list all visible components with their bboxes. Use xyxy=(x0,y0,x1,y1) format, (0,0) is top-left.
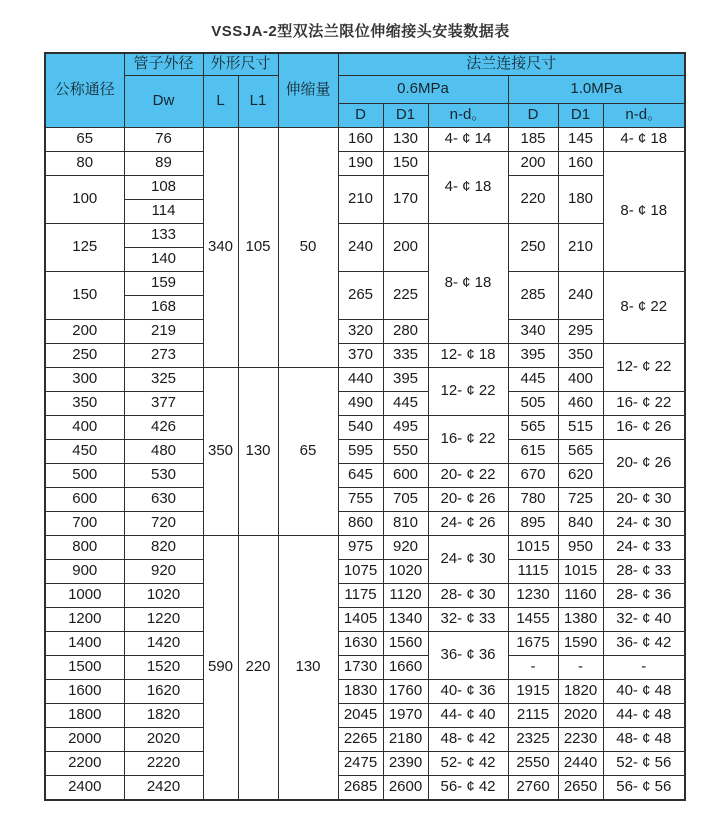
table-cell: - xyxy=(603,655,685,679)
table-cell: 590 xyxy=(203,535,238,800)
table-row xyxy=(45,343,685,367)
table-row xyxy=(45,727,685,751)
table-cell: 265 xyxy=(338,271,383,319)
table-cell: 1220 xyxy=(124,607,203,631)
table-cell: 20- ¢ 26 xyxy=(428,487,508,511)
table-cell: 160 xyxy=(338,127,383,151)
table-row xyxy=(45,439,685,463)
table-cell: 350 xyxy=(45,391,124,415)
table-cell: 170 xyxy=(383,175,428,223)
table-row xyxy=(45,319,685,343)
table-cell: 150 xyxy=(45,271,124,319)
header-pipe-outer-diameter: 管子外径 xyxy=(124,53,203,75)
table-cell: 105 xyxy=(238,127,278,367)
table-cell: 1760 xyxy=(383,679,428,703)
table-cell: 335 xyxy=(383,343,428,367)
table-cell: 2325 xyxy=(508,727,558,751)
table-cell: 350 xyxy=(203,367,238,535)
table-body xyxy=(45,127,685,800)
table-cell: 2390 xyxy=(383,751,428,775)
table-cell: 1405 xyxy=(338,607,383,631)
header-dw: Dw xyxy=(124,75,203,127)
table-row xyxy=(45,559,685,583)
header-l: L xyxy=(203,75,238,127)
table-cell: 4- ¢ 18 xyxy=(428,151,508,223)
table-cell: 1500 xyxy=(45,655,124,679)
header-nd-10: n-d。 xyxy=(603,103,685,127)
table-cell: 2000 xyxy=(45,727,124,751)
table-cell: 40- ¢ 36 xyxy=(428,679,508,703)
table-cell: 2020 xyxy=(558,703,603,727)
table-cell: 400 xyxy=(45,415,124,439)
header-pressure-06mpa: 0.6MPa xyxy=(338,75,508,103)
table-cell: 1420 xyxy=(124,631,203,655)
table-cell: 500 xyxy=(45,463,124,487)
table-row xyxy=(45,655,685,679)
table-header xyxy=(45,53,685,127)
table-cell: 44- ¢ 48 xyxy=(603,703,685,727)
table-cell: 1230 xyxy=(508,583,558,607)
table-cell: 426 xyxy=(124,415,203,439)
table-cell: 460 xyxy=(558,391,603,415)
table-cell: 505 xyxy=(508,391,558,415)
table-cell: 565 xyxy=(558,439,603,463)
header-d-10: D xyxy=(508,103,558,127)
table-cell: 780 xyxy=(508,487,558,511)
table-cell: 159 xyxy=(124,271,203,295)
table-cell: 24- ¢ 26 xyxy=(428,511,508,535)
table-cell: 220 xyxy=(238,535,278,800)
table-cell: 1020 xyxy=(124,583,203,607)
table-cell: 28- ¢ 36 xyxy=(603,583,685,607)
table-cell: 240 xyxy=(338,223,383,271)
table-cell: 48- ¢ 42 xyxy=(428,727,508,751)
table-cell: 150 xyxy=(383,151,428,175)
table-cell: 219 xyxy=(124,319,203,343)
table-cell: 2230 xyxy=(558,727,603,751)
table-cell: 515 xyxy=(558,415,603,439)
table-cell: 1970 xyxy=(383,703,428,727)
table-cell: 1590 xyxy=(558,631,603,655)
table-cell: 50 xyxy=(278,127,338,367)
header-l1: L1 xyxy=(238,75,278,127)
table-cell: 2685 xyxy=(338,775,383,800)
table-cell: 1000 xyxy=(45,583,124,607)
table-cell: 2475 xyxy=(338,751,383,775)
table-cell: 1820 xyxy=(124,703,203,727)
table-cell: 32- ¢ 40 xyxy=(603,607,685,631)
table-cell: 56- ¢ 42 xyxy=(428,775,508,800)
table-row xyxy=(45,775,685,800)
table-cell: 645 xyxy=(338,463,383,487)
table-cell: 670 xyxy=(508,463,558,487)
table-cell: 1820 xyxy=(558,679,603,703)
header-flange-connection: 法兰连接尺寸 xyxy=(338,53,685,75)
table-cell: 1675 xyxy=(508,631,558,655)
table-cell: 400 xyxy=(558,367,603,391)
header-row-1 xyxy=(45,53,685,75)
table-cell: 700 xyxy=(45,511,124,535)
table-cell: 65 xyxy=(278,367,338,535)
table-cell: 2045 xyxy=(338,703,383,727)
table-cell: 130 xyxy=(278,535,338,800)
table-cell: 168 xyxy=(124,295,203,319)
table-cell: 56- ¢ 56 xyxy=(603,775,685,800)
table-cell: 250 xyxy=(508,223,558,271)
header-nominal-diameter: 公称通径 xyxy=(45,53,124,127)
table-cell: 340 xyxy=(508,319,558,343)
header-nd-06: n-d。 xyxy=(428,103,508,127)
table-cell: 1120 xyxy=(383,583,428,607)
table-cell: 1020 xyxy=(383,559,428,583)
table-cell: 1915 xyxy=(508,679,558,703)
table-cell: 720 xyxy=(124,511,203,535)
table-cell: 4- ¢ 18 xyxy=(603,127,685,151)
table-cell: 600 xyxy=(383,463,428,487)
table-cell: 125 xyxy=(45,223,124,271)
table-cell: 300 xyxy=(45,367,124,391)
table-cell: 108 xyxy=(124,175,203,199)
table-row xyxy=(45,127,685,151)
header-pressure-10mpa: 1.0MPa xyxy=(508,75,685,103)
table-cell: 1115 xyxy=(508,559,558,583)
table-cell: 1160 xyxy=(558,583,603,607)
table-cell: 200 xyxy=(383,223,428,271)
table-cell: 630 xyxy=(124,487,203,511)
table-cell: 210 xyxy=(558,223,603,271)
table-cell: 395 xyxy=(508,343,558,367)
table-cell: 820 xyxy=(124,535,203,559)
table-cell: 240 xyxy=(558,271,603,319)
table-row xyxy=(45,511,685,535)
table-cell: 20- ¢ 26 xyxy=(603,439,685,487)
table-cell: 160 xyxy=(558,151,603,175)
table-cell: 350 xyxy=(558,343,603,367)
header-row-2 xyxy=(45,75,685,103)
table-cell: 1075 xyxy=(338,559,383,583)
table-cell: 1660 xyxy=(383,655,428,679)
table-cell: 480 xyxy=(124,439,203,463)
table-cell: 225 xyxy=(383,271,428,319)
table-cell: 2420 xyxy=(124,775,203,800)
table-cell: 89 xyxy=(124,151,203,175)
table-cell: 1600 xyxy=(45,679,124,703)
table-cell: 2115 xyxy=(508,703,558,727)
table-cell: 2180 xyxy=(383,727,428,751)
header-d1-10: D1 xyxy=(558,103,603,127)
table-cell: 1620 xyxy=(124,679,203,703)
table-cell: 130 xyxy=(383,127,428,151)
table-row xyxy=(45,223,685,247)
table-cell: 800 xyxy=(45,535,124,559)
table-cell: 76 xyxy=(124,127,203,151)
table-row xyxy=(45,751,685,775)
table-cell: 615 xyxy=(508,439,558,463)
table-cell: 20- ¢ 30 xyxy=(603,487,685,511)
table-cell: 20- ¢ 22 xyxy=(428,463,508,487)
table-cell: 2265 xyxy=(338,727,383,751)
table-cell: 52- ¢ 56 xyxy=(603,751,685,775)
table-cell: 900 xyxy=(45,559,124,583)
table-cell: 705 xyxy=(383,487,428,511)
table-cell: 2220 xyxy=(124,751,203,775)
table-cell: 1455 xyxy=(508,607,558,631)
table-cell: 975 xyxy=(338,535,383,559)
table-cell: 860 xyxy=(338,511,383,535)
table-cell: 12- ¢ 22 xyxy=(603,343,685,391)
table-cell: 24- ¢ 30 xyxy=(603,511,685,535)
table-cell: 1560 xyxy=(383,631,428,655)
table-cell: 185 xyxy=(508,127,558,151)
header-d1-06: D1 xyxy=(383,103,428,127)
table-row xyxy=(45,391,685,415)
header-overall-dimensions: 外形尺寸 xyxy=(203,53,278,75)
table-cell: 320 xyxy=(338,319,383,343)
table-cell: 2200 xyxy=(45,751,124,775)
table-cell: 530 xyxy=(124,463,203,487)
table-cell: 130 xyxy=(238,367,278,535)
table-cell: 495 xyxy=(383,415,428,439)
table-cell: 1630 xyxy=(338,631,383,655)
table-cell: 540 xyxy=(338,415,383,439)
table-row xyxy=(45,607,685,631)
table-cell: 565 xyxy=(508,415,558,439)
table-cell: 840 xyxy=(558,511,603,535)
table-row xyxy=(45,679,685,703)
table-cell: 28- ¢ 33 xyxy=(603,559,685,583)
table-cell: 377 xyxy=(124,391,203,415)
table-cell: 920 xyxy=(383,535,428,559)
table-cell: 2650 xyxy=(558,775,603,800)
table-cell: 16- ¢ 22 xyxy=(428,415,508,463)
table-cell: 1015 xyxy=(558,559,603,583)
table-cell: 895 xyxy=(508,511,558,535)
table-cell: 1380 xyxy=(558,607,603,631)
table-cell: 550 xyxy=(383,439,428,463)
table-cell: 16- ¢ 22 xyxy=(603,391,685,415)
table-cell: 2400 xyxy=(45,775,124,800)
table-row xyxy=(45,583,685,607)
table-cell: 620 xyxy=(558,463,603,487)
table-cell: 440 xyxy=(338,367,383,391)
table-row xyxy=(45,415,685,439)
table-cell: 2600 xyxy=(383,775,428,800)
table-cell: 65 xyxy=(45,127,124,151)
table-cell: 80 xyxy=(45,151,124,175)
table-cell: 52- ¢ 42 xyxy=(428,751,508,775)
table-cell: 1800 xyxy=(45,703,124,727)
table-row xyxy=(45,175,685,199)
spec-data-table xyxy=(44,52,686,801)
table-cell: 445 xyxy=(383,391,428,415)
table-cell: 24- ¢ 30 xyxy=(428,535,508,583)
table-cell: 725 xyxy=(558,487,603,511)
table-cell: 210 xyxy=(338,175,383,223)
table-cell: 490 xyxy=(338,391,383,415)
table-row xyxy=(45,535,685,559)
table-cell: 133 xyxy=(124,223,203,247)
table-cell: 2440 xyxy=(558,751,603,775)
table-cell: 250 xyxy=(45,343,124,367)
table-cell: 2550 xyxy=(508,751,558,775)
table-cell: 1830 xyxy=(338,679,383,703)
table-cell: 325 xyxy=(124,367,203,391)
table-row xyxy=(45,367,685,391)
table-title: VSSJA-2型双法兰限位伸缩接头安装数据表 xyxy=(211,23,510,40)
table-cell: 220 xyxy=(508,175,558,223)
table-cell: 285 xyxy=(508,271,558,319)
table-row xyxy=(45,271,685,295)
table-cell: 4- ¢ 14 xyxy=(428,127,508,151)
table-cell: 114 xyxy=(124,199,203,223)
table-cell: 1730 xyxy=(338,655,383,679)
table-cell: 36- ¢ 36 xyxy=(428,631,508,679)
table-cell: 1340 xyxy=(383,607,428,631)
table-cell: 1520 xyxy=(124,655,203,679)
table-cell: 273 xyxy=(124,343,203,367)
table-cell: 8- ¢ 18 xyxy=(603,151,685,271)
table-cell: 280 xyxy=(383,319,428,343)
table-cell: 40- ¢ 48 xyxy=(603,679,685,703)
table-cell: 24- ¢ 33 xyxy=(603,535,685,559)
table-cell: 445 xyxy=(508,367,558,391)
table-container xyxy=(44,52,686,801)
table-cell: 370 xyxy=(338,343,383,367)
table-cell: 340 xyxy=(203,127,238,367)
table-cell: 2020 xyxy=(124,727,203,751)
table-cell: - xyxy=(508,655,558,679)
table-cell: 755 xyxy=(338,487,383,511)
table-cell: 12- ¢ 22 xyxy=(428,367,508,415)
table-row xyxy=(45,703,685,727)
table-row xyxy=(45,631,685,655)
table-cell: 32- ¢ 33 xyxy=(428,607,508,631)
table-cell: 28- ¢ 30 xyxy=(428,583,508,607)
table-cell: 920 xyxy=(124,559,203,583)
table-cell: 950 xyxy=(558,535,603,559)
table-cell: 450 xyxy=(45,439,124,463)
table-row xyxy=(45,487,685,511)
table-cell: 140 xyxy=(124,247,203,271)
table-cell: 395 xyxy=(383,367,428,391)
table-cell: 1200 xyxy=(45,607,124,631)
table-row xyxy=(45,151,685,175)
table-cell: 1400 xyxy=(45,631,124,655)
table-cell: 8- ¢ 22 xyxy=(603,271,685,343)
table-cell: 190 xyxy=(338,151,383,175)
table-cell: - xyxy=(558,655,603,679)
table-cell: 200 xyxy=(508,151,558,175)
table-cell: 16- ¢ 26 xyxy=(603,415,685,439)
table-cell: 12- ¢ 18 xyxy=(428,343,508,367)
table-cell: 44- ¢ 40 xyxy=(428,703,508,727)
table-cell: 100 xyxy=(45,175,124,223)
table-cell: 600 xyxy=(45,487,124,511)
table-cell: 595 xyxy=(338,439,383,463)
table-cell: 810 xyxy=(383,511,428,535)
table-cell: 48- ¢ 48 xyxy=(603,727,685,751)
table-cell: 1015 xyxy=(508,535,558,559)
table-row xyxy=(45,463,685,487)
table-cell: 8- ¢ 18 xyxy=(428,223,508,343)
table-cell: 145 xyxy=(558,127,603,151)
table-cell: 1175 xyxy=(338,583,383,607)
table-cell: 200 xyxy=(45,319,124,343)
table-cell: 180 xyxy=(558,175,603,223)
table-cell: 36- ¢ 42 xyxy=(603,631,685,655)
table-cell: 2760 xyxy=(508,775,558,800)
table-cell: 295 xyxy=(558,319,603,343)
header-expansion: 伸缩量 xyxy=(278,53,338,127)
header-d-06: D xyxy=(338,103,383,127)
